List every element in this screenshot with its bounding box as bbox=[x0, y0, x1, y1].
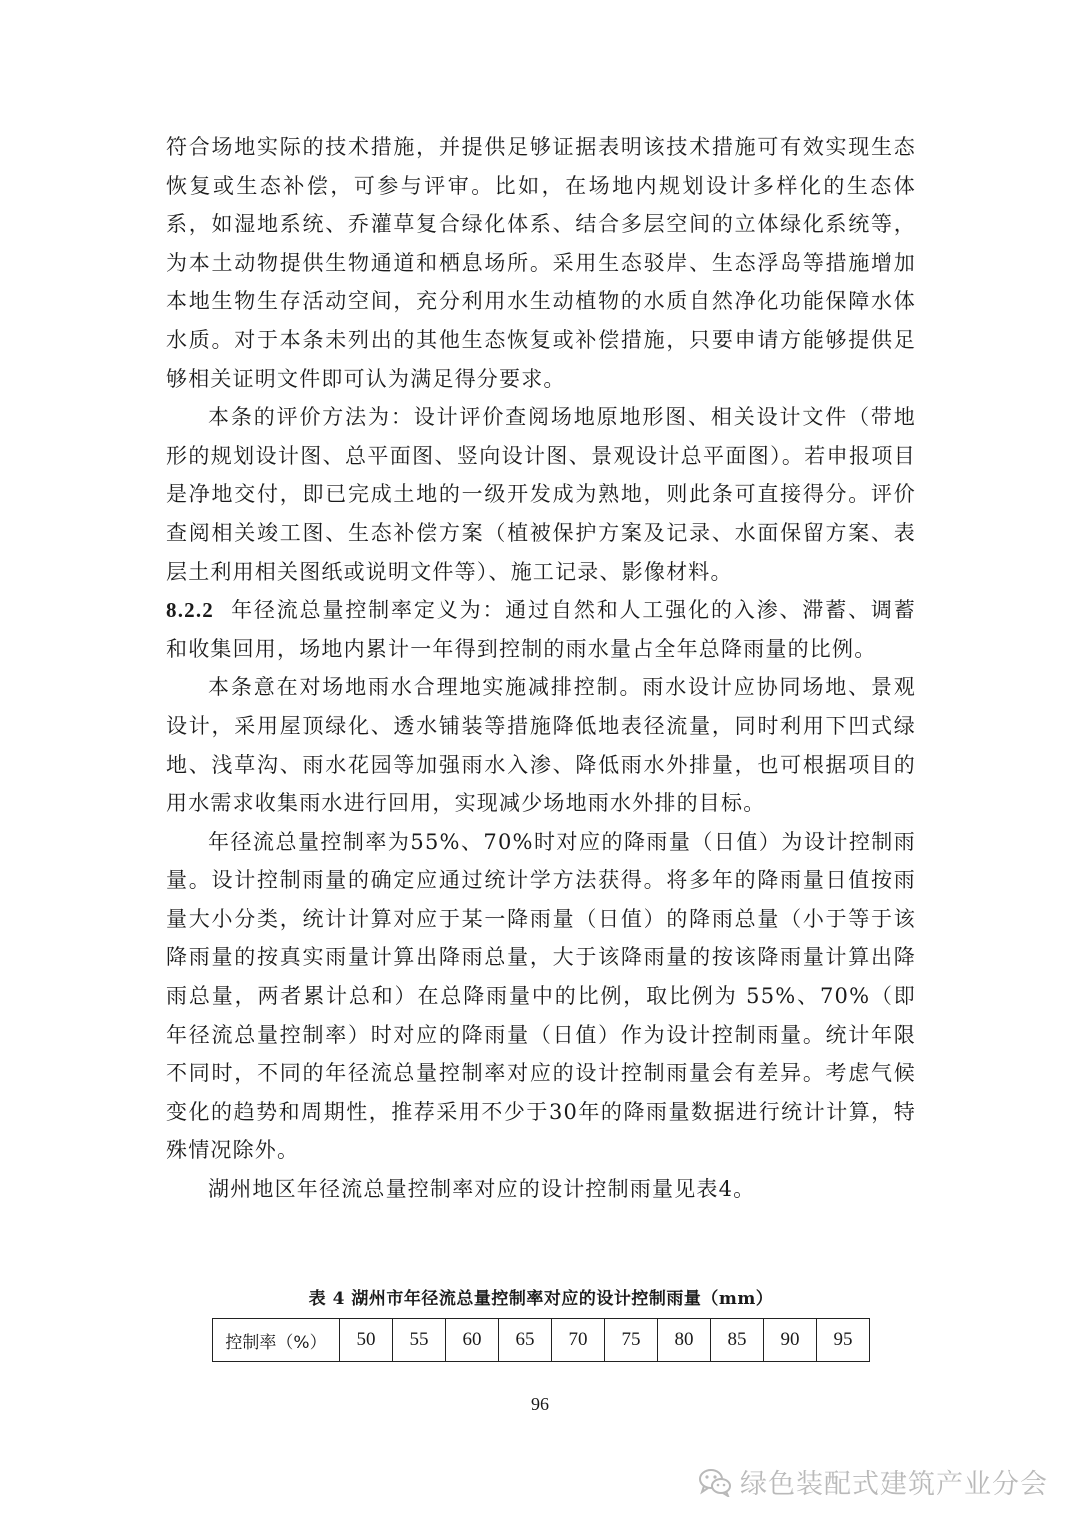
paragraph-huzhou-reference: 湖州地区年径流总量控制率对应的设计控制雨量见表4。 bbox=[208, 1177, 756, 1202]
watermark bbox=[698, 1462, 1048, 1501]
table-cell: 70 bbox=[552, 1319, 605, 1362]
clause-text: 年径流总量控制率定义为：通过自然和人工强化的入渗、滞蓄、调蓄和收集回用，场地内累计一年得到控制的雨水量占全年总降雨量的比例。 bbox=[166, 598, 916, 661]
clause-number: 8.2.2 bbox=[166, 598, 214, 623]
paragraph-rainwater-intent: 本条意在对场地雨水合理地实施减排控制。雨水设计应协同场地、景观设计，采用屋顶绿化、透水铺装等措施降低地表径流量，同时利用下凹式绿地、浅草沟、雨水花园等加强雨水入渗、降低雨水外排量，也可根据项目的用水需求收集雨水进行回用，实现减少场地雨水外排的目标。 bbox=[166, 675, 916, 816]
table-header-cell: 控制率（%） bbox=[213, 1319, 340, 1362]
table-cell: 60 bbox=[446, 1319, 499, 1362]
table-cell: 90 bbox=[764, 1319, 817, 1362]
table-row bbox=[213, 1319, 870, 1362]
paragraph-ecology-continued: 符合场地实际的技术措施，并提供足够证据表明该技术措施可有效实现生态恢复或生态补偿，可参与评审。比如，在场地内规划设计多样化的生态体系，如湿地系统、乔灌草复合绿化体系、结合多层空间的立体绿化系统等，为本土动物提供生物通道和栖息场所。采用生态驳岸、生态浮岛等措施增加本地生物生存活动空间，充分利用水生动植物的水质自然净化功能保障水体水质。对于本条未列出的其他生态恢复或补偿措施，只要申请方能够提供足够相关证明文件即可认为满足得分要求。 bbox=[166, 135, 916, 391]
table-cell: 65 bbox=[499, 1319, 552, 1362]
body-text bbox=[166, 128, 916, 1209]
control-rate-table bbox=[212, 1318, 870, 1362]
table-cell: 50 bbox=[340, 1319, 393, 1362]
paragraph-design-rainfall: 年径流总量控制率为55%、70%时对应的降雨量（日值）为设计控制雨量。设计控制雨量的确定应通过统计学方法获得。将多年的降雨量日值按雨量大小分类，统计计算对应于某一降雨量（日值）的降雨总量（小于等于该降雨量的按真实雨量计算出降雨总量，大于该降雨量的按该降雨量计算出降雨总量，两者累计总和）在总降雨量中的比例，取比例为 55%、70%（即年径流总量控制率）时对应的降雨量（日值）作为设计控制雨量。统计年限不同时，不同的年径流总量控制率对应的设计控制雨量会有差异。考虑气候变化的趋势和周期性，推荐采用不少于30年的降雨量数据进行统计计算，特殊情况除外。 bbox=[166, 829, 916, 1163]
table-caption: 表 4 湖州市年径流总量控制率对应的设计控制雨量（mm） bbox=[308, 1289, 774, 1309]
page-number: 96 bbox=[531, 1394, 549, 1414]
paragraph-evaluation-method: 本条的评价方法为：设计评价查阅场地原地形图、相关设计文件（带地形的规划设计图、总平面图、竖向设计图、景观设计总平面图）。若申报项目是净地交付，即已完成土地的一级开发成为熟地，则此条可直接得分。评价查阅相关竣工图、生态补偿方案（植被保护方案及记录、水面保留方案、表层土利用相关图纸或说明文件等）、施工记录、影像材料。 bbox=[166, 405, 916, 584]
wechat-icon bbox=[698, 1467, 732, 1497]
paragraph-clause-8-2-2 bbox=[166, 591, 916, 668]
table-cell: 85 bbox=[711, 1319, 764, 1362]
table-cell: 55 bbox=[393, 1319, 446, 1362]
watermark-text: 绿色装配式建筑产业分会 bbox=[740, 1469, 1048, 1500]
table-cell: 80 bbox=[658, 1319, 711, 1362]
table-cell: 95 bbox=[817, 1319, 870, 1362]
table-cell: 75 bbox=[605, 1319, 658, 1362]
